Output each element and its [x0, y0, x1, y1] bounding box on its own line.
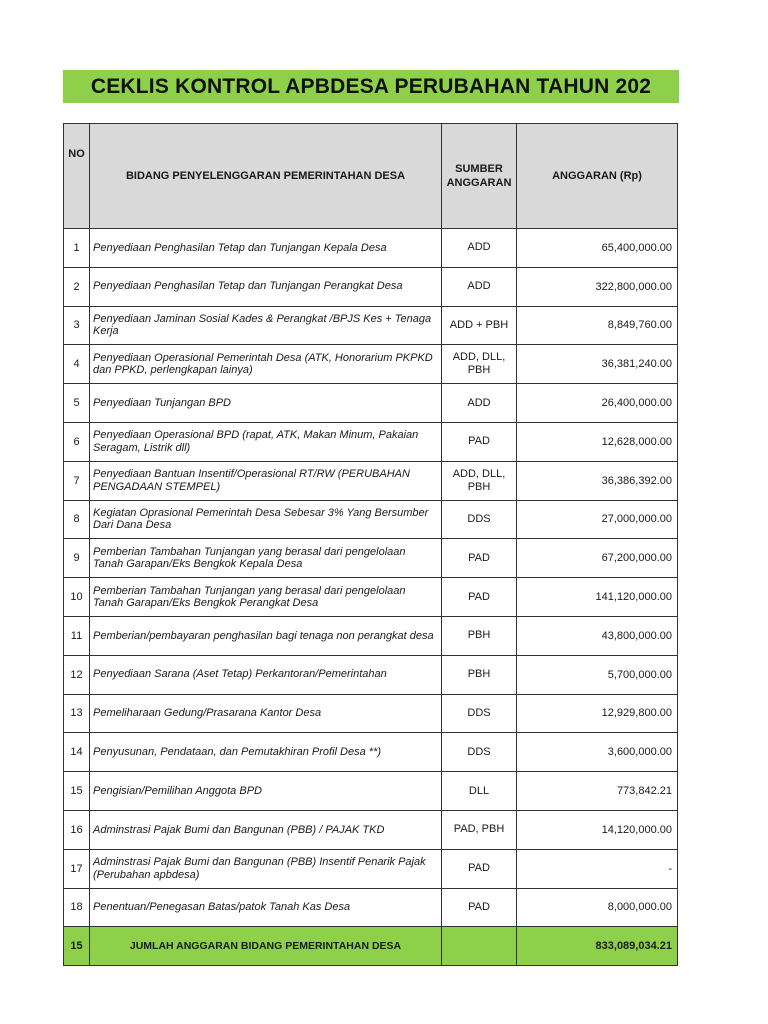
row-anggaran: 12,929,800.00 — [517, 694, 678, 733]
row-sumber: DLL — [442, 772, 517, 811]
row-no: 18 — [64, 888, 90, 927]
row-bidang: Kegiatan Oprasional Pemerintah Desa Sebesar 3% Yang Bersumber Dari Dana Desa — [90, 500, 442, 539]
row-no: 4 — [64, 345, 90, 384]
row-anggaran: 141,120,000.00 — [517, 578, 678, 617]
table-row — [64, 267, 678, 306]
total-label: JUMLAH ANGGARAN BIDANG PEMERINTAHAN DESA — [90, 927, 442, 966]
row-anggaran: 3,600,000.00 — [517, 733, 678, 772]
row-anggaran: 27,000,000.00 — [517, 500, 678, 539]
table-row — [64, 345, 678, 384]
row-bidang: Pemberian Tambahan Tunjangan yang berasal dari pengelolaan Tanah Garapan/Eks Bengkok Perangkat Desa — [90, 578, 442, 617]
row-anggaran: 5,700,000.00 — [517, 655, 678, 694]
header-sumber: SUMBER ANGGARAN — [442, 124, 517, 229]
row-no: 15 — [64, 772, 90, 811]
row-bidang: Pemberian/pembayaran penghasilan bagi tenaga non perangkat desa — [90, 616, 442, 655]
total-row — [64, 927, 678, 966]
table-row — [64, 384, 678, 423]
row-sumber: PAD — [442, 578, 517, 617]
row-sumber: DDS — [442, 500, 517, 539]
table-row — [64, 500, 678, 539]
row-no: 2 — [64, 267, 90, 306]
row-no: 1 — [64, 229, 90, 268]
row-bidang: Pengisian/Pemilihan Anggota BPD — [90, 772, 442, 811]
header-anggaran: ANGGARAN (Rp) — [517, 124, 678, 229]
row-bidang: Penyediaan Penghasilan Tetap dan Tunjangan Perangkat Desa — [90, 267, 442, 306]
row-anggaran: 36,386,392.00 — [517, 461, 678, 500]
row-no: 5 — [64, 384, 90, 423]
row-sumber: ADD — [442, 384, 517, 423]
row-sumber: ADD, DLL, PBH — [442, 461, 517, 500]
budget-table — [63, 123, 678, 966]
row-sumber: ADD — [442, 267, 517, 306]
row-no: 11 — [64, 616, 90, 655]
row-bidang: Penyediaan Operasional Pemerintah Desa (ATK, Honorarium PKPKD dan PPKD, perlengkapan lainya) — [90, 345, 442, 384]
row-sumber: DDS — [442, 694, 517, 733]
table-row — [64, 422, 678, 461]
table-row — [64, 849, 678, 888]
table-row — [64, 229, 678, 268]
row-anggaran: 36,381,240.00 — [517, 345, 678, 384]
table-row — [64, 733, 678, 772]
row-no: 7 — [64, 461, 90, 500]
table-row — [64, 539, 678, 578]
table-row — [64, 578, 678, 617]
row-no: 6 — [64, 422, 90, 461]
table-row — [64, 655, 678, 694]
row-no: 9 — [64, 539, 90, 578]
table-row — [64, 888, 678, 927]
row-anggaran: 67,200,000.00 — [517, 539, 678, 578]
table-row — [64, 616, 678, 655]
table-row — [64, 810, 678, 849]
total-sumber — [442, 927, 517, 966]
table-row — [64, 694, 678, 733]
row-bidang: Penyediaan Operasional BPD (rapat, ATK, Makan Minum, Pakaian Seragam, Listrik dll) — [90, 422, 442, 461]
row-sumber: PBH — [442, 655, 517, 694]
total-anggaran: 833,089,034.21 — [517, 927, 678, 966]
row-bidang: Pemeliharaan Gedung/Prasarana Kantor Desa — [90, 694, 442, 733]
table-row — [64, 461, 678, 500]
row-no: 13 — [64, 694, 90, 733]
row-anggaran: 8,000,000.00 — [517, 888, 678, 927]
row-bidang: Penyediaan Jaminan Sosial Kades & Perangkat /BPJS Kes + Tenaga Kerja — [90, 306, 442, 345]
row-sumber: DDS — [442, 733, 517, 772]
header-bidang: BIDANG PENYELENGGARAN PEMERINTAHAN DESA — [90, 124, 442, 229]
row-sumber: PBH — [442, 616, 517, 655]
table-row — [64, 772, 678, 811]
row-sumber: PAD — [442, 539, 517, 578]
row-sumber: PAD — [442, 422, 517, 461]
header-no: NO — [64, 124, 90, 229]
row-bidang: Penyediaan Bantuan Insentif/Operasional RT/RW (PERUBAHAN PENGADAAN STEMPEL) — [90, 461, 442, 500]
row-sumber: PAD — [442, 888, 517, 927]
row-bidang: Adminstrasi Pajak Bumi dan Bangunan (PBB) Insentif Penarik Pajak (Perubahan apbdesa) — [90, 849, 442, 888]
row-no: 16 — [64, 810, 90, 849]
row-no: 17 — [64, 849, 90, 888]
row-bidang: Penentuan/Penegasan Batas/patok Tanah Kas Desa — [90, 888, 442, 927]
row-anggaran: 26,400,000.00 — [517, 384, 678, 423]
row-anggaran: 65,400,000.00 — [517, 229, 678, 268]
page-title: CEKLIS KONTROL APBDESA PERUBAHAN TAHUN 202 — [63, 70, 679, 103]
row-bidang: Penyusunan, Pendataan, dan Pemutakhiran Profil Desa **) — [90, 733, 442, 772]
row-sumber: PAD, PBH — [442, 810, 517, 849]
row-bidang: Penyediaan Sarana (Aset Tetap) Perkantoran/Pemerintahan — [90, 655, 442, 694]
row-no: 12 — [64, 655, 90, 694]
row-sumber: ADD, DLL, PBH — [442, 345, 517, 384]
row-anggaran: 8,849,760.00 — [517, 306, 678, 345]
row-anggaran: 14,120,000.00 — [517, 810, 678, 849]
row-no: 3 — [64, 306, 90, 345]
row-no: 8 — [64, 500, 90, 539]
row-anggaran: 43,800,000.00 — [517, 616, 678, 655]
row-bidang: Penyediaan Penghasilan Tetap dan Tunjangan Kepala Desa — [90, 229, 442, 268]
row-bidang: Pemberian Tambahan Tunjangan yang berasal dari pengelolaan Tanah Garapan/Eks Bengkok Kepala Desa — [90, 539, 442, 578]
row-bidang: Adminstrasi Pajak Bumi dan Bangunan (PBB) / PAJAK TKD — [90, 810, 442, 849]
row-anggaran: 12,628,000.00 — [517, 422, 678, 461]
row-sumber: ADD + PBH — [442, 306, 517, 345]
row-bidang: Penyediaan Tunjangan BPD — [90, 384, 442, 423]
row-sumber: PAD — [442, 849, 517, 888]
total-no: 15 — [64, 927, 90, 966]
row-anggaran: 773,842.21 — [517, 772, 678, 811]
row-no: 10 — [64, 578, 90, 617]
row-no: 14 — [64, 733, 90, 772]
row-sumber: ADD — [442, 229, 517, 268]
table-header-row — [64, 124, 678, 229]
row-anggaran: 322,800,000.00 — [517, 267, 678, 306]
table-row — [64, 306, 678, 345]
row-anggaran: - — [517, 849, 678, 888]
